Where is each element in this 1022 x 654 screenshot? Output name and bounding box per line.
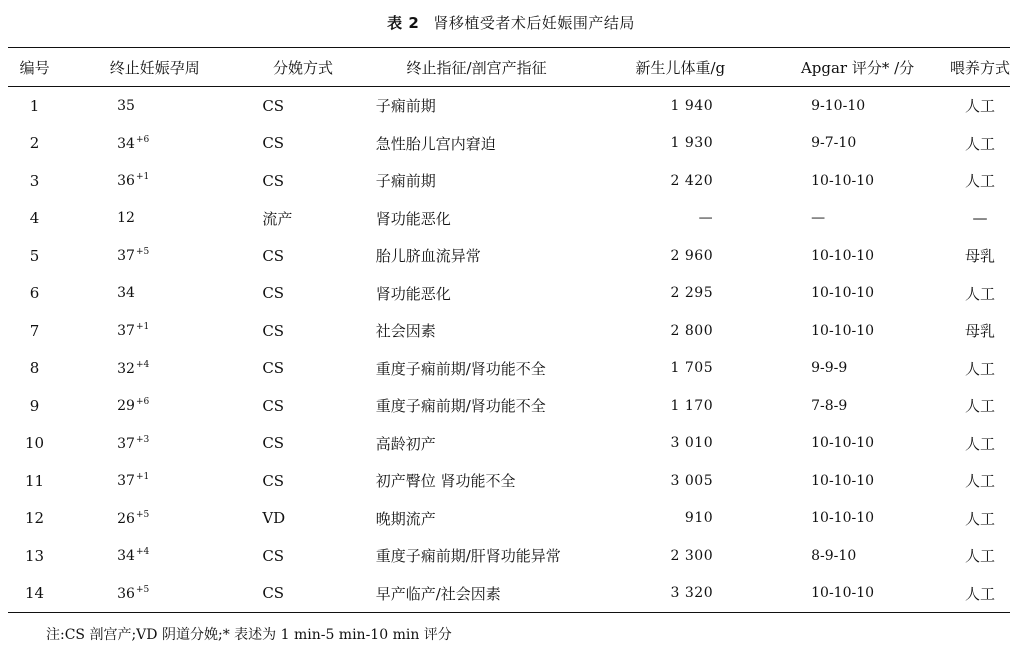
week-value: 32 [117,360,135,377]
cell-delivery-mode: VD [262,509,286,528]
cell-id: 8 [29,359,40,378]
cell-id: 11 [25,471,45,490]
table-row [8,125,1010,163]
cell-gestational-week [61,312,248,350]
cell-id: 2 [29,134,40,153]
cell-feeding: — [972,209,988,228]
cell-id: 3 [29,171,40,190]
table-row [8,387,1010,425]
week-days-superscript: +1 [135,472,150,483]
cell-birth-weight: 2 295 [670,285,714,302]
cell-birth-weight: 2 300 [670,547,714,564]
week-value: 37 [117,248,135,265]
header-row [8,48,1010,87]
cell-indication: 早产临产/社会因素 [358,575,596,613]
cell-apgar: 10-10-10 [811,435,875,452]
week-days-superscript: +1 [135,322,150,333]
week-value: 36 [117,585,135,602]
cell-birth-weight: 3 010 [670,435,714,452]
table-row [8,237,1010,275]
week-value: 26 [117,510,135,527]
cell-id: 14 [8,575,61,613]
cell-birth-weight: 1 170 [670,397,714,414]
cell-birth-weight: 1 940 [670,97,714,114]
cell-feeding: 人工 [964,97,995,116]
header-feeding: 喂养方式 [950,48,1010,87]
cell-delivery-mode: CS [262,321,285,340]
cell-apgar: 9-10-10 [811,97,866,114]
cell-id: 9 [29,396,40,415]
cell-apgar: 9-7-10 [811,135,857,152]
cell-delivery-mode: CS [262,434,285,453]
cell-indication: 胎儿脐血流异常 [375,247,481,266]
cell-indication: 肾功能恶化 [375,284,451,303]
table-row [8,462,1010,500]
week-value: 34 [117,548,135,565]
cell-indication: 重度子痫前期/肾功能不全 [375,359,546,378]
cell-gestational-week [61,462,248,500]
table-header [8,48,1010,87]
cell-gestational-week [61,125,248,163]
table-caption [0,12,1022,33]
cell-gestational-week [61,200,248,238]
cell-apgar: 10-10-10 [811,285,875,302]
table-row [8,275,1010,313]
cell-birth-weight: 910 [684,510,714,527]
week-value: 34 [117,285,135,302]
cell-birth-weight: 1 705 [670,360,714,377]
cell-feeding: 人工 [964,509,995,528]
week-days-superscript: +1 [135,172,150,183]
week-value: 35 [117,97,135,114]
table-row [8,312,1010,350]
table-number: 表 2 [387,14,420,32]
table-note: 注:CS 剖宫产;VD 阴道分娩;* 表述为 1 min-5 min-10 min 评分 [46,627,452,643]
table-row [8,537,1010,575]
cell-apgar: 10-10-10 [811,472,875,489]
header-indication: 终止指征/剖宫产指征 [358,48,596,87]
cell-indication: 子痫前期 [375,97,436,116]
cell-id: 4 [29,209,40,228]
header-birth-weight: 新生儿体重/g [595,48,765,87]
week-days-superscript: +5 [135,247,150,258]
cell-delivery-mode: CS [262,246,285,265]
cell-delivery-mode: CS [248,575,357,613]
cell-indication: 重度子痫前期/肝肾功能异常 [375,547,561,566]
cell-apgar: 9-9-9 [811,360,848,377]
header-delivery-mode: 分娩方式 [248,48,357,87]
cell-apgar: — [811,210,826,227]
cell-gestational-week [61,425,248,463]
cell-apgar: 10-10-10 [811,172,875,189]
week-days-superscript: +6 [135,134,150,145]
table-row [8,200,1010,238]
table-row [8,500,1010,538]
cell-delivery-mode: CS [262,171,285,190]
cell-id: 10 [25,434,45,453]
cell-id: 6 [29,284,40,303]
cell-feeding: 人工 [964,359,995,378]
cell-delivery-mode: 流产 [262,209,293,228]
table-row [8,425,1010,463]
cell-gestational-week [61,537,248,575]
cell-indication: 晚期流产 [375,509,436,528]
week-value: 37 [117,435,135,452]
cell-indication: 重度子痫前期/肾功能不全 [375,397,546,416]
week-value: 29 [117,398,135,415]
cell-gestational-week [61,387,248,425]
week-days-superscript: +6 [135,397,150,408]
week-value: 37 [117,323,135,340]
week-days-superscript: +3 [135,434,150,445]
cell-feeding: 母乳 [964,322,995,341]
header-id: 编号 [8,48,61,87]
cell-apgar: 7-8-9 [811,397,848,414]
cell-indication: 肾功能恶化 [375,209,451,228]
cell-feeding: 人工 [964,172,995,191]
cell-apgar: 8-9-10 [811,547,857,564]
table-row [8,162,1010,200]
cell-delivery-mode: CS [262,359,285,378]
cell-apgar: 10-10-10 [811,510,875,527]
week-days-superscript: +4 [135,547,150,558]
table-body [8,87,1010,613]
cell-delivery-mode: CS [262,284,285,303]
cell-birth-weight: 1 930 [670,135,714,152]
cell-feeding: 人工 [964,397,995,416]
cell-id: 1 [29,96,40,115]
table-row [8,87,1010,125]
cell-indication: 初产臀位 肾功能不全 [375,472,516,491]
cell-feeding: 人工 [964,547,995,566]
header-gestational-week: 终止妊娠孕周 [61,48,248,87]
cell-feeding: 人工 [964,134,995,153]
outcome-table [8,47,1010,613]
cell-birth-weight: 3 320 [595,575,765,613]
header-apgar: Apgar 评分* /分 [765,48,950,87]
cell-feeding: 人工 [950,575,1010,613]
cell-birth-weight: — [698,210,714,227]
cell-birth-weight: 2 800 [670,322,714,339]
table-row [8,575,1010,613]
week-value: 12 [117,210,135,227]
cell-id: 13 [25,546,45,565]
cell-feeding: 人工 [964,284,995,303]
week-days-superscript: +5 [135,584,150,595]
table-title: 肾移植受者术后妊娠围产结局 [433,14,635,32]
cell-id: 5 [29,246,40,265]
cell-apgar: 10-10-10 [765,575,950,613]
cell-gestational-week [61,87,248,125]
cell-birth-weight: 2 420 [670,172,714,189]
week-days-superscript: +5 [135,509,150,520]
cell-indication: 社会因素 [375,322,436,341]
week-days-superscript: +4 [135,359,150,370]
cell-apgar: 10-10-10 [811,322,875,339]
cell-delivery-mode: CS [262,96,285,115]
cell-delivery-mode: CS [262,471,285,490]
cell-gestational-week [61,500,248,538]
cell-delivery-mode: CS [262,134,285,153]
week-value: 36 [117,173,135,190]
cell-feeding: 母乳 [964,247,995,266]
cell-indication: 急性胎儿宫内窘迫 [375,134,496,153]
cell-apgar: 10-10-10 [811,247,875,264]
cell-id: 7 [29,321,40,340]
cell-gestational-week [61,162,248,200]
cell-gestational-week [61,237,248,275]
cell-id: 12 [25,509,45,528]
cell-delivery-mode: CS [262,396,285,415]
cell-feeding: 人工 [964,472,995,491]
cell-gestational-week [61,275,248,313]
week-value: 34 [117,135,135,152]
cell-gestational-week [61,350,248,388]
cell-gestational-week [61,575,248,613]
cell-birth-weight: 3 005 [670,472,714,489]
cell-feeding: 人工 [964,434,995,453]
cell-indication: 子痫前期 [375,172,436,191]
week-value: 37 [117,473,135,490]
table-row [8,350,1010,388]
cell-delivery-mode: CS [262,546,285,565]
cell-birth-weight: 2 960 [670,247,714,264]
cell-indication: 高龄初产 [375,434,436,453]
